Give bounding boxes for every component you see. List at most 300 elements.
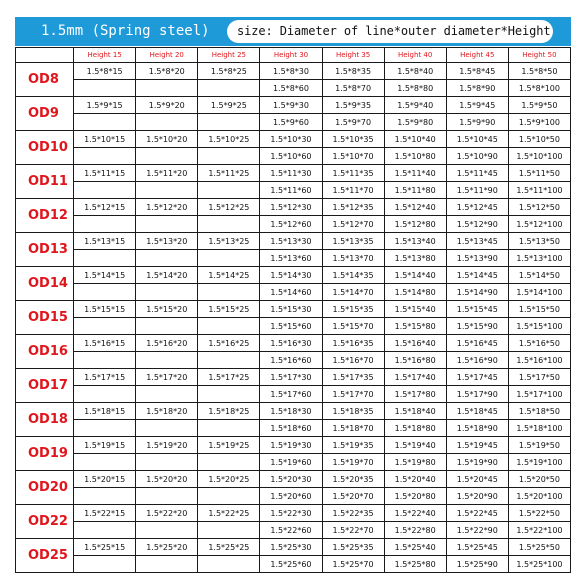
size-cell <box>74 454 136 471</box>
size-cell: 1.5*13*90 <box>446 250 508 267</box>
outer-diameter-label: OD11 <box>16 165 74 199</box>
size-cell <box>198 148 260 165</box>
size-cell: 1.5*9*50 <box>508 97 570 114</box>
size-cell: 1.5*19*15 <box>74 437 136 454</box>
size-cell: 1.5*14*60 <box>260 284 322 301</box>
size-cell <box>74 318 136 335</box>
size-cell: 1.5*13*45 <box>446 233 508 250</box>
size-cell: 1.5*15*45 <box>446 301 508 318</box>
size-cell: 1.5*13*100 <box>508 250 570 267</box>
size-cell: 1.5*20*70 <box>322 488 384 505</box>
size-cell <box>136 420 198 437</box>
size-cell: 1.5*17*50 <box>508 369 570 386</box>
size-cell <box>74 250 136 267</box>
size-cell: 1.5*11*35 <box>322 165 384 182</box>
size-cell: 1.5*25*45 <box>446 539 508 556</box>
size-cell: 1.5*16*90 <box>446 352 508 369</box>
size-cell: 1.5*20*50 <box>508 471 570 488</box>
size-cell: 1.5*20*25 <box>198 471 260 488</box>
column-header <box>16 48 74 63</box>
size-cell: 1.5*17*90 <box>446 386 508 403</box>
size-cell <box>198 454 260 471</box>
size-cell: 1.5*17*100 <box>508 386 570 403</box>
column-header: Height 35 <box>322 48 384 63</box>
outer-diameter-label: OD10 <box>16 131 74 165</box>
table-row <box>16 318 571 335</box>
size-cell: 1.5*19*80 <box>384 454 446 471</box>
size-cell: 1.5*18*30 <box>260 403 322 420</box>
size-cell: 1.5*13*20 <box>136 233 198 250</box>
size-cell: 1.5*22*20 <box>136 505 198 522</box>
table-row <box>16 63 571 80</box>
size-cell: 1.5*11*20 <box>136 165 198 182</box>
size-cell <box>136 522 198 539</box>
size-cell: 1.5*9*35 <box>322 97 384 114</box>
outer-diameter-label: OD9 <box>16 97 74 131</box>
size-cell: 1.5*12*25 <box>198 199 260 216</box>
size-cell: 1.5*25*90 <box>446 556 508 573</box>
size-cell: 1.5*17*60 <box>260 386 322 403</box>
size-cell: 1.5*15*70 <box>322 318 384 335</box>
size-cell: 1.5*17*15 <box>74 369 136 386</box>
size-cell: 1.5*11*100 <box>508 182 570 199</box>
size-cell <box>136 216 198 233</box>
size-cell: 1.5*15*80 <box>384 318 446 335</box>
size-cell: 1.5*10*50 <box>508 131 570 148</box>
size-cell: 1.5*11*15 <box>74 165 136 182</box>
size-cell: 1.5*25*50 <box>508 539 570 556</box>
size-cell: 1.5*10*20 <box>136 131 198 148</box>
size-cell: 1.5*8*30 <box>260 63 322 80</box>
size-cell: 1.5*12*15 <box>74 199 136 216</box>
size-cell: 1.5*9*25 <box>198 97 260 114</box>
size-cell: 1.5*20*90 <box>446 488 508 505</box>
size-cell <box>74 386 136 403</box>
size-cell: 1.5*11*60 <box>260 182 322 199</box>
outer-diameter-label: OD22 <box>16 505 74 539</box>
size-cell: 1.5*25*100 <box>508 556 570 573</box>
size-cell: 1.5*25*60 <box>260 556 322 573</box>
table-row <box>16 148 571 165</box>
size-cell: 1.5*22*35 <box>322 505 384 522</box>
size-cell: 1.5*15*90 <box>446 318 508 335</box>
table-row <box>16 352 571 369</box>
size-cell: 1.5*11*90 <box>446 182 508 199</box>
size-cell: 1.5*14*80 <box>384 284 446 301</box>
size-cell: 1.5*12*30 <box>260 199 322 216</box>
table-row <box>16 505 571 522</box>
outer-diameter-label: OD19 <box>16 437 74 471</box>
size-cell <box>74 114 136 131</box>
size-cell: 1.5*16*30 <box>260 335 322 352</box>
size-cell: 1.5*20*35 <box>322 471 384 488</box>
outer-diameter-label: OD25 <box>16 539 74 573</box>
size-cell: 1.5*8*70 <box>322 80 384 97</box>
size-cell: 1.5*14*20 <box>136 267 198 284</box>
size-note-pill <box>227 20 553 43</box>
size-cell <box>136 352 198 369</box>
table-row <box>16 488 571 505</box>
column-header: Height 15 <box>74 48 136 63</box>
size-cell: 1.5*19*90 <box>446 454 508 471</box>
outer-diameter-label: OD20 <box>16 471 74 505</box>
size-cell: 1.5*10*45 <box>446 131 508 148</box>
size-cell: 1.5*25*35 <box>322 539 384 556</box>
size-cell: 1.5*13*60 <box>260 250 322 267</box>
size-cell: 1.5*16*70 <box>322 352 384 369</box>
size-cell: 1.5*14*15 <box>74 267 136 284</box>
size-cell: 1.5*14*90 <box>446 284 508 301</box>
spring-size-table <box>15 47 571 573</box>
size-cell <box>74 488 136 505</box>
size-cell: 1.5*17*35 <box>322 369 384 386</box>
size-cell: 1.5*19*25 <box>198 437 260 454</box>
size-cell: 1.5*14*40 <box>384 267 446 284</box>
size-cell <box>198 556 260 573</box>
size-cell: 1.5*14*25 <box>198 267 260 284</box>
table-row <box>16 471 571 488</box>
size-cell: 1.5*9*40 <box>384 97 446 114</box>
size-cell: 1.5*16*60 <box>260 352 322 369</box>
table-row <box>16 114 571 131</box>
table-row <box>16 131 571 148</box>
size-cell: 1.5*10*80 <box>384 148 446 165</box>
size-cell: 1.5*19*100 <box>508 454 570 471</box>
size-cell <box>136 386 198 403</box>
table-row <box>16 250 571 267</box>
size-cell: 1.5*8*40 <box>384 63 446 80</box>
size-cell: 1.5*12*60 <box>260 216 322 233</box>
size-cell: 1.5*10*35 <box>322 131 384 148</box>
size-cell: 1.5*18*100 <box>508 420 570 437</box>
size-cell <box>198 250 260 267</box>
size-cell <box>198 182 260 199</box>
size-cell <box>198 386 260 403</box>
size-cell: 1.5*22*80 <box>384 522 446 539</box>
size-cell <box>136 80 198 97</box>
size-cell: 1.5*18*60 <box>260 420 322 437</box>
size-cell: 1.5*25*30 <box>260 539 322 556</box>
size-cell: 1.5*12*45 <box>446 199 508 216</box>
size-cell: 1.5*18*90 <box>446 420 508 437</box>
size-cell: 1.5*14*35 <box>322 267 384 284</box>
table-row <box>16 97 571 114</box>
size-cell: 1.5*18*40 <box>384 403 446 420</box>
table-row <box>16 454 571 471</box>
size-cell <box>198 420 260 437</box>
size-cell: 1.5*9*30 <box>260 97 322 114</box>
size-cell: 1.5*17*25 <box>198 369 260 386</box>
size-cell: 1.5*10*25 <box>198 131 260 148</box>
size-cell: 1.5*10*90 <box>446 148 508 165</box>
size-cell <box>74 182 136 199</box>
header-row <box>16 48 571 63</box>
size-cell: 1.5*15*50 <box>508 301 570 318</box>
size-cell <box>74 284 136 301</box>
size-cell: 1.5*10*60 <box>260 148 322 165</box>
size-cell: 1.5*11*40 <box>384 165 446 182</box>
outer-diameter-label: OD15 <box>16 301 74 335</box>
column-header: Height 30 <box>260 48 322 63</box>
size-cell <box>198 318 260 335</box>
size-cell: 1.5*16*100 <box>508 352 570 369</box>
table-row <box>16 284 571 301</box>
size-cell: 1.5*22*15 <box>74 505 136 522</box>
size-cell <box>136 182 198 199</box>
size-cell: 1.5*9*90 <box>446 114 508 131</box>
size-cell: 1.5*9*70 <box>322 114 384 131</box>
size-cell: 1.5*9*45 <box>446 97 508 114</box>
size-cell: 1.5*10*40 <box>384 131 446 148</box>
size-cell <box>136 148 198 165</box>
size-cell: 1.5*13*50 <box>508 233 570 250</box>
size-cell: 1.5*22*40 <box>384 505 446 522</box>
size-cell: 1.5*22*25 <box>198 505 260 522</box>
size-cell <box>198 488 260 505</box>
size-cell: 1.5*16*80 <box>384 352 446 369</box>
size-cell: 1.5*16*35 <box>322 335 384 352</box>
table-row <box>16 182 571 199</box>
table-row <box>16 335 571 352</box>
size-cell: 1.5*19*30 <box>260 437 322 454</box>
table-row <box>16 522 571 539</box>
size-cell <box>136 454 198 471</box>
size-cell <box>74 352 136 369</box>
size-cell: 1.5*13*25 <box>198 233 260 250</box>
size-cell: 1.5*15*30 <box>260 301 322 318</box>
size-note: size: Diameter of line*outer diameter*Height <box>237 24 551 38</box>
outer-diameter-label: OD16 <box>16 335 74 369</box>
size-cell: 1.5*15*15 <box>74 301 136 318</box>
table-row <box>16 301 571 318</box>
size-cell: 1.5*25*25 <box>198 539 260 556</box>
size-cell: 1.5*18*15 <box>74 403 136 420</box>
table-row <box>16 80 571 97</box>
size-cell: 1.5*13*40 <box>384 233 446 250</box>
size-cell: 1.5*8*60 <box>260 80 322 97</box>
column-header: Height 20 <box>136 48 198 63</box>
size-cell: 1.5*16*50 <box>508 335 570 352</box>
size-cell: 1.5*15*60 <box>260 318 322 335</box>
size-cell: 1.5*18*20 <box>136 403 198 420</box>
size-cell: 1.5*15*25 <box>198 301 260 318</box>
size-cell: 1.5*8*20 <box>136 63 198 80</box>
size-cell: 1.5*17*30 <box>260 369 322 386</box>
size-cell: 1.5*13*70 <box>322 250 384 267</box>
table-row <box>16 216 571 233</box>
column-header: Height 40 <box>384 48 446 63</box>
size-cell <box>74 420 136 437</box>
size-cell <box>136 114 198 131</box>
size-cell: 1.5*8*80 <box>384 80 446 97</box>
size-cell: 1.5*11*50 <box>508 165 570 182</box>
size-cell <box>74 80 136 97</box>
size-cell: 1.5*18*25 <box>198 403 260 420</box>
size-cell <box>198 216 260 233</box>
size-cell: 1.5*19*70 <box>322 454 384 471</box>
size-cell: 1.5*22*60 <box>260 522 322 539</box>
size-cell: 1.5*22*100 <box>508 522 570 539</box>
size-cell: 1.5*8*100 <box>508 80 570 97</box>
size-cell: 1.5*16*45 <box>446 335 508 352</box>
column-header: Height 50 <box>508 48 570 63</box>
size-cell: 1.5*16*20 <box>136 335 198 352</box>
size-cell: 1.5*13*80 <box>384 250 446 267</box>
size-cell: 1.5*14*45 <box>446 267 508 284</box>
size-cell: 1.5*12*90 <box>446 216 508 233</box>
size-cell: 1.5*19*50 <box>508 437 570 454</box>
size-cell: 1.5*12*50 <box>508 199 570 216</box>
size-cell: 1.5*19*40 <box>384 437 446 454</box>
table-row <box>16 267 571 284</box>
size-cell: 1.5*20*20 <box>136 471 198 488</box>
size-cell: 1.5*15*100 <box>508 318 570 335</box>
size-cell: 1.5*19*45 <box>446 437 508 454</box>
size-cell: 1.5*22*30 <box>260 505 322 522</box>
column-header: Height 45 <box>446 48 508 63</box>
size-cell: 1.5*17*20 <box>136 369 198 386</box>
size-cell: 1.5*12*70 <box>322 216 384 233</box>
size-cell: 1.5*20*100 <box>508 488 570 505</box>
size-cell: 1.5*11*25 <box>198 165 260 182</box>
size-cell <box>136 284 198 301</box>
size-cell <box>74 148 136 165</box>
material-label: 1.5mm (Spring steel) <box>41 23 210 39</box>
size-cell: 1.5*10*15 <box>74 131 136 148</box>
size-cell: 1.5*25*80 <box>384 556 446 573</box>
size-cell <box>74 522 136 539</box>
size-cell: 1.5*25*40 <box>384 539 446 556</box>
size-cell: 1.5*8*25 <box>198 63 260 80</box>
size-cell: 1.5*20*45 <box>446 471 508 488</box>
size-cell: 1.5*12*40 <box>384 199 446 216</box>
size-cell: 1.5*20*80 <box>384 488 446 505</box>
size-cell: 1.5*20*30 <box>260 471 322 488</box>
size-cell: 1.5*22*70 <box>322 522 384 539</box>
size-cell: 1.5*15*35 <box>322 301 384 318</box>
size-cell: 1.5*19*35 <box>322 437 384 454</box>
table-row <box>16 199 571 216</box>
size-cell: 1.5*11*80 <box>384 182 446 199</box>
table-row <box>16 437 571 454</box>
size-cell: 1.5*19*20 <box>136 437 198 454</box>
size-cell: 1.5*9*15 <box>74 97 136 114</box>
size-cell <box>136 488 198 505</box>
size-cell: 1.5*17*45 <box>446 369 508 386</box>
table-row <box>16 233 571 250</box>
size-cell: 1.5*15*20 <box>136 301 198 318</box>
title-banner <box>15 17 571 46</box>
table-body <box>16 63 571 573</box>
outer-diameter-label: OD17 <box>16 369 74 403</box>
size-cell: 1.5*10*30 <box>260 131 322 148</box>
size-cell: 1.5*8*35 <box>322 63 384 80</box>
table-row <box>16 403 571 420</box>
outer-diameter-label: OD8 <box>16 63 74 97</box>
size-cell: 1.5*20*40 <box>384 471 446 488</box>
size-cell: 1.5*17*40 <box>384 369 446 386</box>
size-cell <box>198 114 260 131</box>
size-cell: 1.5*18*35 <box>322 403 384 420</box>
size-cell: 1.5*25*20 <box>136 539 198 556</box>
size-cell: 1.5*22*45 <box>446 505 508 522</box>
size-cell: 1.5*11*70 <box>322 182 384 199</box>
size-cell: 1.5*16*25 <box>198 335 260 352</box>
size-cell: 1.5*17*70 <box>322 386 384 403</box>
size-cell <box>198 284 260 301</box>
size-cell: 1.5*12*35 <box>322 199 384 216</box>
size-cell: 1.5*9*80 <box>384 114 446 131</box>
size-cell: 1.5*18*80 <box>384 420 446 437</box>
size-cell: 1.5*19*60 <box>260 454 322 471</box>
size-cell <box>198 352 260 369</box>
size-cell: 1.5*14*50 <box>508 267 570 284</box>
size-cell: 1.5*13*15 <box>74 233 136 250</box>
size-cell: 1.5*8*90 <box>446 80 508 97</box>
table-row <box>16 386 571 403</box>
size-cell <box>136 250 198 267</box>
table-row <box>16 420 571 437</box>
size-cell: 1.5*18*50 <box>508 403 570 420</box>
size-cell: 1.5*20*15 <box>74 471 136 488</box>
size-cell: 1.5*22*90 <box>446 522 508 539</box>
table-row <box>16 165 571 182</box>
outer-diameter-label: OD12 <box>16 199 74 233</box>
column-header: Height 25 <box>198 48 260 63</box>
size-cell: 1.5*25*15 <box>74 539 136 556</box>
size-cell <box>136 318 198 335</box>
size-cell: 1.5*18*70 <box>322 420 384 437</box>
table-row <box>16 539 571 556</box>
size-cell: 1.5*14*30 <box>260 267 322 284</box>
size-cell: 1.5*25*70 <box>322 556 384 573</box>
table-row <box>16 556 571 573</box>
size-cell <box>198 80 260 97</box>
size-cell: 1.5*12*100 <box>508 216 570 233</box>
table-row <box>16 369 571 386</box>
size-cell: 1.5*8*15 <box>74 63 136 80</box>
outer-diameter-label: OD13 <box>16 233 74 267</box>
size-cell <box>74 556 136 573</box>
size-cell: 1.5*10*100 <box>508 148 570 165</box>
size-cell <box>198 522 260 539</box>
size-cell <box>136 556 198 573</box>
size-cell: 1.5*12*80 <box>384 216 446 233</box>
size-cell: 1.5*22*50 <box>508 505 570 522</box>
size-cell: 1.5*9*20 <box>136 97 198 114</box>
size-cell: 1.5*12*20 <box>136 199 198 216</box>
size-cell: 1.5*13*35 <box>322 233 384 250</box>
size-cell: 1.5*8*50 <box>508 63 570 80</box>
size-cell: 1.5*14*100 <box>508 284 570 301</box>
size-cell: 1.5*11*45 <box>446 165 508 182</box>
size-cell: 1.5*11*30 <box>260 165 322 182</box>
size-cell: 1.5*9*60 <box>260 114 322 131</box>
outer-diameter-label: OD14 <box>16 267 74 301</box>
size-cell: 1.5*20*60 <box>260 488 322 505</box>
size-cell: 1.5*18*45 <box>446 403 508 420</box>
size-cell: 1.5*16*40 <box>384 335 446 352</box>
size-cell: 1.5*9*100 <box>508 114 570 131</box>
size-cell: 1.5*15*40 <box>384 301 446 318</box>
size-cell: 1.5*10*70 <box>322 148 384 165</box>
size-cell: 1.5*17*80 <box>384 386 446 403</box>
size-cell: 1.5*13*30 <box>260 233 322 250</box>
size-cell <box>74 216 136 233</box>
size-cell: 1.5*16*15 <box>74 335 136 352</box>
size-cell: 1.5*8*45 <box>446 63 508 80</box>
size-cell: 1.5*14*70 <box>322 284 384 301</box>
